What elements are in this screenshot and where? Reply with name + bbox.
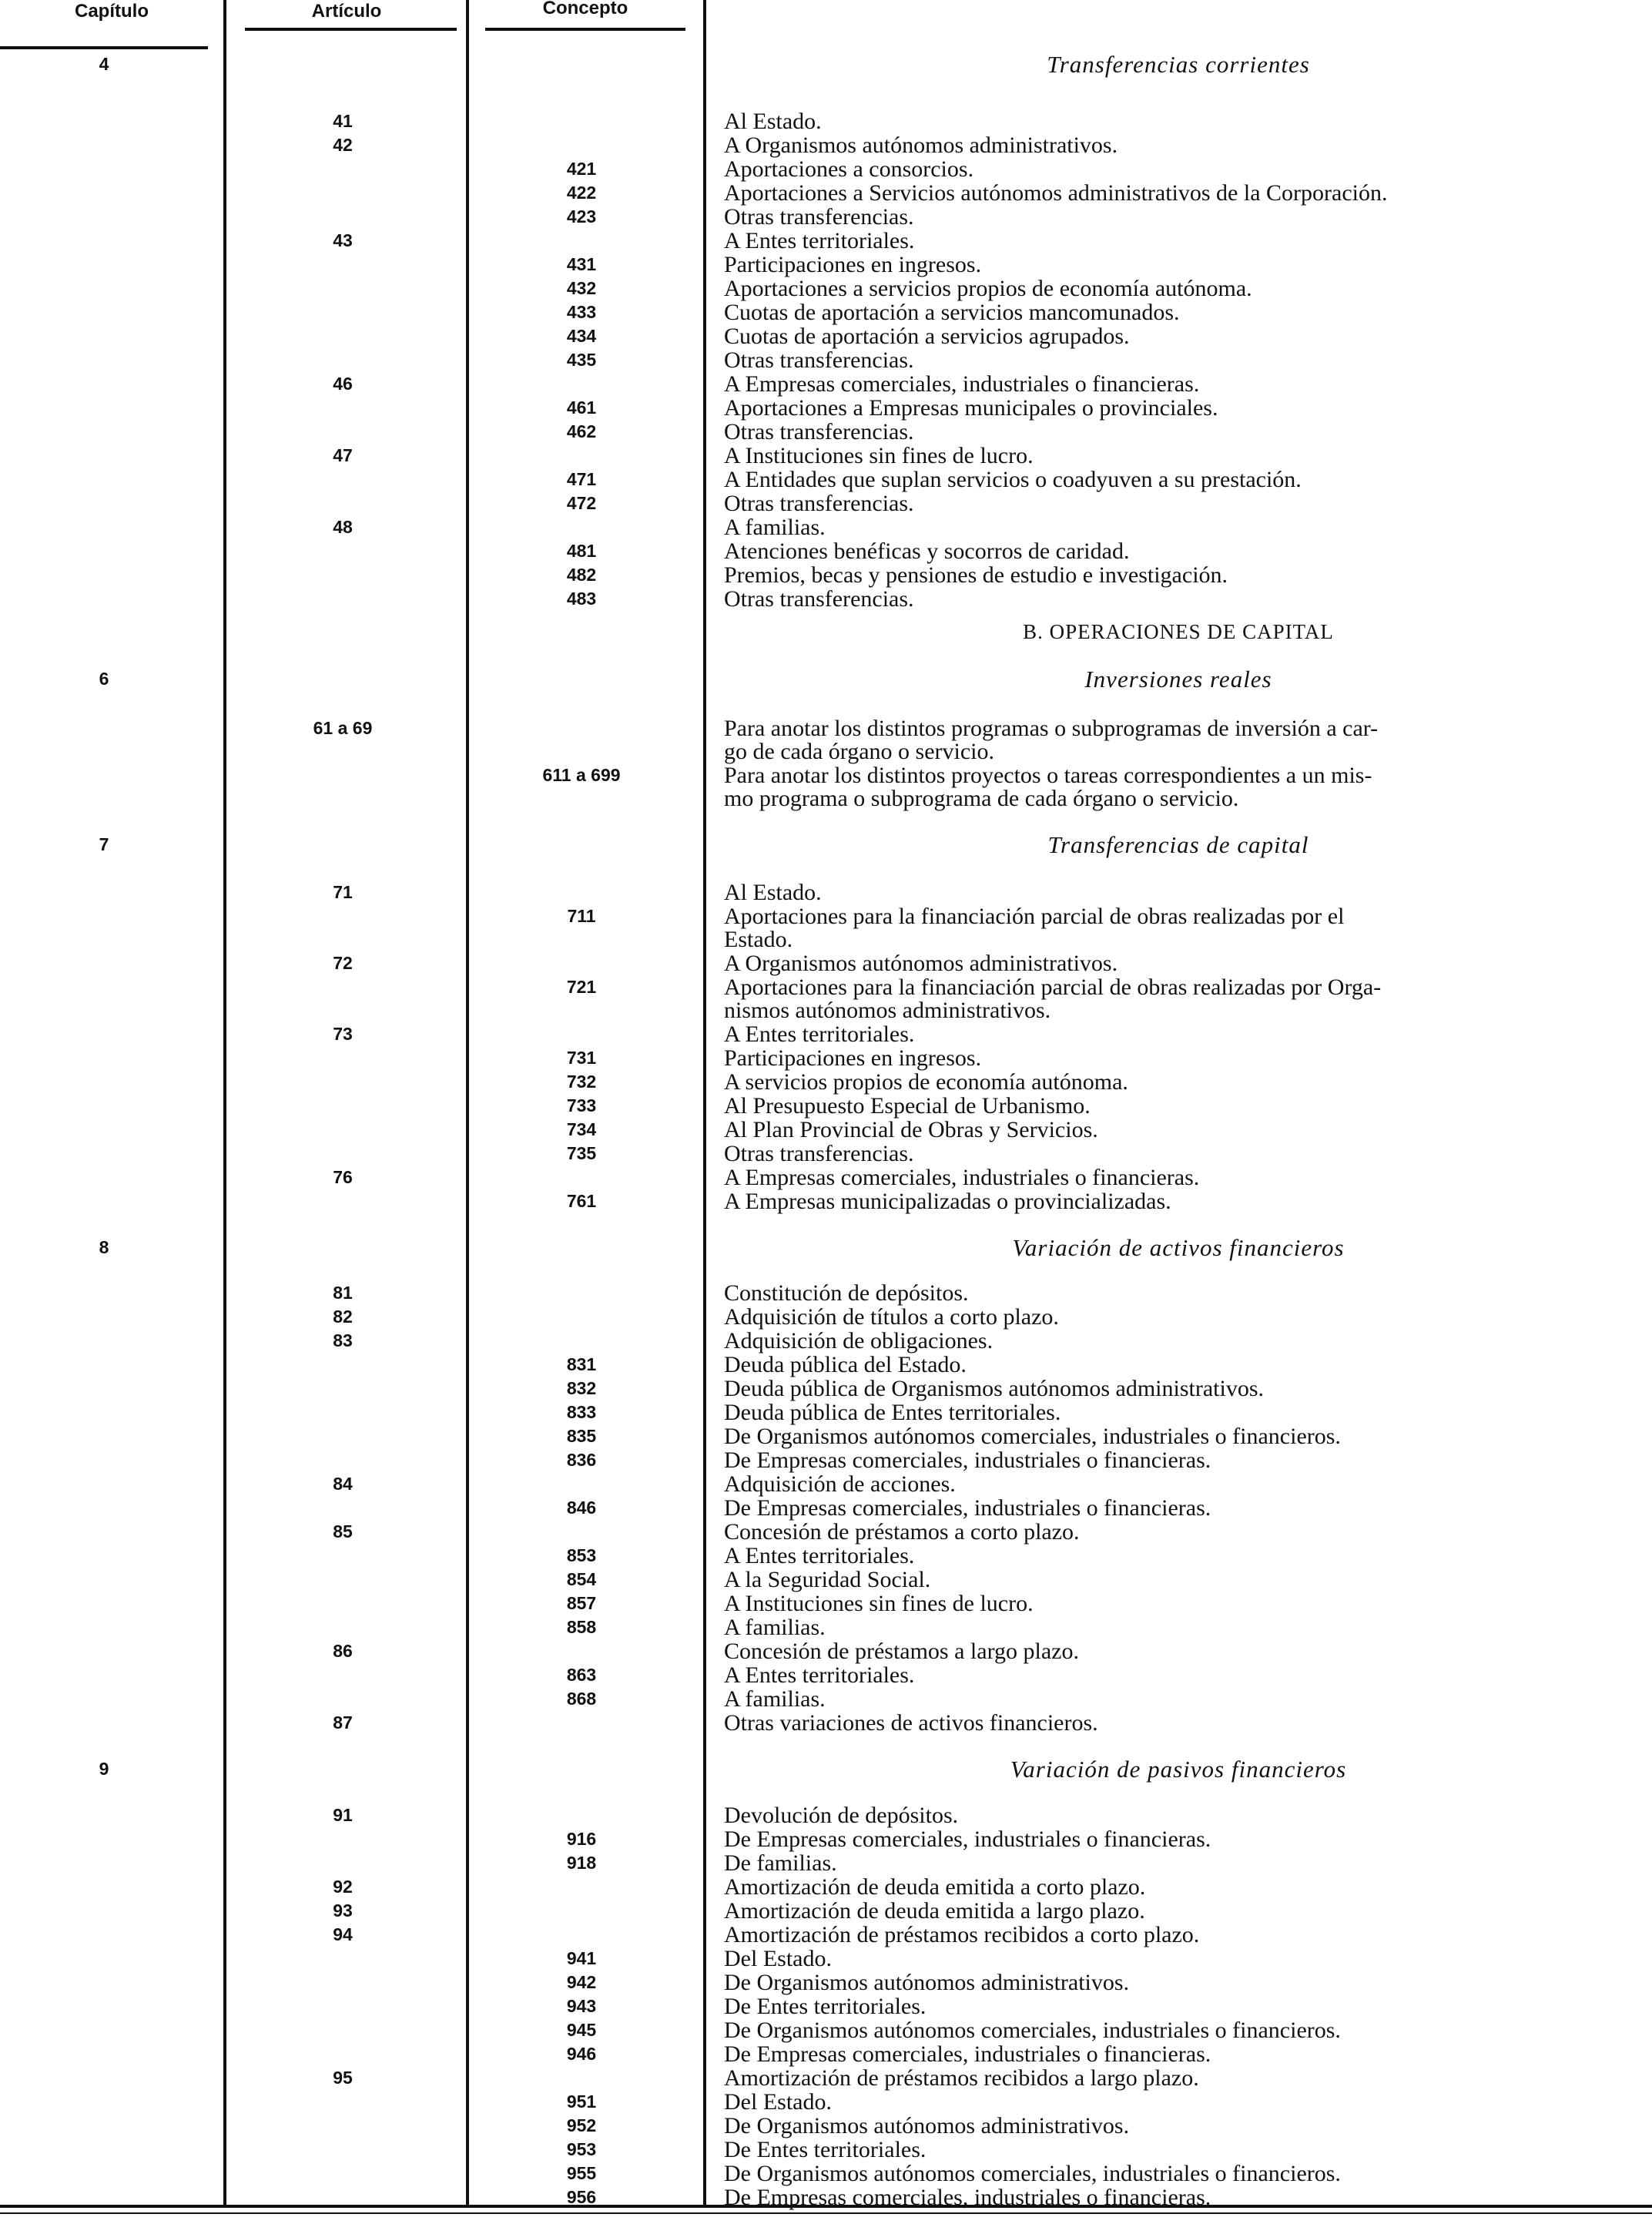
concepto-code: 481 [566, 541, 597, 561]
concept-description: De Empresas comerciales, industriales o financieras. [724, 1826, 1211, 1852]
table-row [0, 2185, 1652, 2209]
concepto-code: 831 [566, 1354, 597, 1374]
articulo-code: 95 [333, 2068, 353, 2088]
concept-description: Otras transferencias. [724, 204, 914, 230]
articulo-code: 41 [333, 111, 353, 131]
table-row [0, 1875, 1652, 1899]
concept-description: Deuda pública de Organismos autónomos administrativos. [724, 1376, 1265, 1401]
concepto-code: 483 [566, 589, 597, 609]
concept-description: Devolución de depósitos. [724, 1803, 959, 1828]
concept-description: De Empresas comerciales, industriales o financieras. [724, 2041, 1211, 2067]
concepto-code: 836 [566, 1450, 597, 1470]
concepto-code: 432 [566, 278, 597, 298]
concept-description: Adquisición de acciones. [724, 1471, 956, 1497]
concept-description: Aportaciones a servicios propios de economía autónoma. [724, 276, 1252, 301]
table-row [0, 1281, 1652, 1305]
concepto-code: 422 [566, 183, 597, 203]
table-row [0, 587, 1652, 611]
concepto-code: 472 [566, 493, 597, 513]
table-row [0, 1923, 1652, 1947]
concept-description: Para anotar los distintos programas o subprogramas de inversión a car- [724, 716, 1379, 741]
concept-description: Del Estado. [724, 1946, 832, 1971]
concepto-code: 946 [566, 2044, 597, 2064]
concepto-code: 952 [566, 2115, 597, 2135]
concept-description: De Empresas comerciales, industriales o financieras. [724, 1447, 1211, 1473]
concept-description: De Entes territoriales. [724, 2137, 927, 2162]
concepto-code: 953 [566, 2139, 597, 2159]
articulo-code: 43 [333, 230, 353, 250]
table-row [0, 109, 1652, 133]
concept-description: Cuotas de aportación a servicios mancomunados. [724, 300, 1180, 325]
table-row [0, 1827, 1652, 1851]
concept-description: Aportaciones a Empresas municipales o provinciales. [724, 395, 1218, 421]
table-row [0, 133, 1652, 157]
concept-description: Amortización de préstamos recibidos a largo plazo. [724, 2065, 1199, 2091]
concept-description: A Organismos autónomos administrativos. [724, 951, 1118, 976]
articulo-code: 47 [333, 445, 353, 465]
footer-rule-2 [0, 2212, 1652, 2214]
concepto-code: 482 [566, 565, 597, 585]
table-row [0, 998, 1652, 1022]
concept-description: Aportaciones a consorcios. [724, 156, 974, 182]
table-row [0, 2162, 1652, 2185]
table-row [0, 324, 1652, 348]
table-row [0, 1971, 1652, 1994]
concept-description: Concesión de préstamos a corto plazo. [724, 1519, 1080, 1545]
concept-description: Deuda pública del Estado. [724, 1352, 967, 1377]
concept-description: Amortización de deuda emitida a corto plazo. [724, 1874, 1146, 1900]
table-row [0, 205, 1652, 229]
concept-description: A Empresas comerciales, industriales o financieras. [724, 1165, 1200, 1190]
concepto-code: 857 [566, 1593, 597, 1613]
concept-description: Al Estado. [724, 109, 822, 134]
section-heading: Transferencias de capital [1047, 831, 1309, 858]
table-row [0, 2042, 1652, 2066]
table-row [0, 2138, 1652, 2162]
articulo-code: 46 [333, 374, 353, 394]
table-row [0, 444, 1652, 468]
concept-description: go de cada órgano o servicio. [724, 739, 994, 764]
concept-description: A Organismos autónomos administrativos. [724, 133, 1118, 158]
table-row [0, 1329, 1652, 1353]
concepto-code: 833 [566, 1402, 597, 1422]
concepto-code: 421 [566, 159, 597, 179]
header-articulo: Artículo [311, 1, 382, 22]
articulo-code: 82 [333, 1307, 353, 1327]
table-row [0, 1687, 1652, 1711]
articulo-code: 85 [333, 1521, 353, 1541]
section-row [0, 1757, 1652, 1781]
concepto-code: 431 [566, 254, 597, 274]
concepto-code: 945 [566, 2020, 597, 2040]
articulo-code: 71 [333, 882, 353, 902]
section-row [0, 833, 1652, 857]
concept-description: Amortización de préstamos recibidos a corto plazo. [724, 1922, 1200, 1947]
table-row [0, 157, 1652, 181]
table-row [0, 904, 1652, 928]
table-row [0, 1046, 1652, 1070]
table-row [0, 1496, 1652, 1520]
concept-description: Atenciones benéficas y socorros de caridad. [724, 538, 1130, 564]
table-row [0, 1639, 1652, 1663]
table-row [0, 1663, 1652, 1687]
capitulo-code: 8 [99, 1237, 109, 1257]
concept-description: Otras transferencias. [724, 586, 914, 612]
concepto-code: 832 [566, 1378, 597, 1398]
table-row [0, 1947, 1652, 1971]
table-row [0, 1070, 1652, 1094]
concept-description: A Entes territoriales. [724, 1543, 915, 1568]
concept-description: Aportaciones para la financiación parcial de obras realizadas por Orga- [724, 974, 1382, 1000]
concepto-code: 916 [566, 1829, 597, 1849]
concepto-code: 943 [566, 1996, 597, 2016]
concept-description: De familias. [724, 1850, 837, 1876]
header-rule-capitulo [0, 46, 208, 49]
section-row [0, 667, 1652, 691]
table-row [0, 1994, 1652, 2018]
table-row [0, 420, 1652, 444]
concept-description: De Entes territoriales. [724, 1994, 927, 2019]
articulo-code: 73 [333, 1024, 353, 1044]
concepto-code: 734 [566, 1119, 597, 1139]
concept-description: Participaciones en ingresos. [724, 1045, 982, 1071]
concept-description: Amortización de deuda emitida a largo plazo. [724, 1898, 1145, 1924]
capitulo-code: 6 [99, 669, 109, 689]
table-row [0, 372, 1652, 396]
articulo-code: 76 [333, 1167, 353, 1187]
table-row [0, 348, 1652, 372]
section-row [0, 1236, 1652, 1260]
table-row [0, 1377, 1652, 1400]
articulo-code: 42 [333, 135, 353, 155]
table-row [0, 1142, 1652, 1166]
table-row [0, 716, 1652, 740]
concepto-code: 462 [566, 421, 597, 441]
table-row [0, 787, 1652, 810]
concept-description: A Instituciones sin fines de lucro. [724, 443, 1034, 468]
table-row [0, 951, 1652, 975]
concept-description: A Entes territoriales. [724, 1021, 915, 1047]
articulo-code: 72 [333, 953, 353, 973]
concept-description: Del Estado. [724, 2089, 832, 2115]
concepto-code: 435 [566, 350, 597, 370]
concepto-code: 868 [566, 1689, 597, 1709]
articulo-code: 87 [333, 1712, 353, 1733]
concept-description: Al Presupuesto Especial de Urbanismo. [724, 1093, 1091, 1119]
table-row [0, 181, 1652, 205]
concepto-code: 434 [566, 326, 597, 346]
table-row [0, 1400, 1652, 1424]
section-heading: B. OPERACIONES DE CAPITAL [1023, 620, 1334, 643]
concept-description: A la Seguridad Social. [724, 1567, 931, 1592]
table-row [0, 300, 1652, 324]
concept-description: De Organismos autónomos administrativos. [724, 2113, 1130, 2138]
section-heading: Inversiones reales [1084, 666, 1272, 693]
articulo-code: 91 [333, 1805, 353, 1825]
table-row [0, 1592, 1652, 1615]
concepto-code: 863 [566, 1665, 597, 1685]
concept-description: Estado. [724, 927, 793, 952]
concept-description: De Organismos autónomos comerciales, industriales o financieros. [724, 2161, 1341, 2186]
table-row [0, 563, 1652, 587]
table-row [0, 396, 1652, 420]
articulo-code: 84 [333, 1474, 353, 1494]
concepto-code: 733 [566, 1095, 597, 1115]
articulo-code: 81 [333, 1283, 353, 1303]
table-row [0, 1448, 1652, 1472]
section-row [0, 52, 1652, 76]
table-row [0, 928, 1652, 951]
concept-description: Participaciones en ingresos. [724, 252, 982, 277]
table-row [0, 229, 1652, 253]
table-row [0, 539, 1652, 563]
table-row [0, 1615, 1652, 1639]
capitulo-code: 7 [99, 834, 109, 854]
concept-description: Constitución de depósitos. [724, 1280, 969, 1306]
concept-description: Otras variaciones de activos financieros. [724, 1710, 1098, 1736]
table-row [0, 1520, 1652, 1544]
section-heading: Variación de pasivos financieros [1010, 1756, 1347, 1783]
concepto-code: 835 [566, 1426, 597, 1446]
concept-description: A Entes territoriales. [724, 1662, 915, 1688]
concept-description: A familias. [724, 515, 826, 540]
header-concepto: Concepto [542, 0, 628, 18]
concept-description: Al Plan Provincial de Obras y Servicios. [724, 1117, 1098, 1142]
concept-description: Adquisición de títulos a corto plazo. [724, 1304, 1059, 1330]
table-row [0, 1803, 1652, 1827]
concept-description: De Organismos autónomos comerciales, industriales o financieros. [724, 1424, 1341, 1449]
concepto-code: 721 [566, 977, 597, 997]
articulo-code: 61 a 69 [313, 718, 373, 738]
header-capitulo: Capítulo [75, 1, 149, 22]
concept-description: A familias. [724, 1615, 826, 1640]
concepto-code: 761 [566, 1191, 597, 1211]
table-row [0, 253, 1652, 277]
concept-description: A familias. [724, 1686, 826, 1712]
concepto-code: 918 [566, 1853, 597, 1873]
table-row [0, 975, 1652, 999]
concept-description: mo programa o subprograma de cada órgano o servicio. [724, 786, 1239, 811]
concept-description: A Instituciones sin fines de lucro. [724, 1591, 1034, 1616]
articulo-code: 86 [333, 1641, 353, 1661]
concepto-code: 423 [566, 206, 597, 226]
concept-description: Otras transferencias. [724, 491, 914, 516]
concepto-code: 732 [566, 1072, 597, 1092]
concepto-code: 854 [566, 1569, 597, 1589]
concepto-code: 941 [566, 1948, 597, 1968]
table-row [0, 763, 1652, 787]
concepto-code: 858 [566, 1617, 597, 1637]
concept-description: A Entes territoriales. [724, 228, 915, 253]
concepto-code: 956 [566, 2187, 597, 2207]
table-row [0, 1189, 1652, 1213]
table-row [0, 2090, 1652, 2114]
header-rule-articulo [245, 28, 457, 31]
table-row [0, 1544, 1652, 1568]
concepto-code: 735 [566, 1143, 597, 1163]
table-row [0, 1353, 1652, 1377]
concepto-code: 461 [566, 398, 597, 418]
table-row [0, 2066, 1652, 2090]
concept-description: Al Estado. [724, 880, 822, 905]
table-row [0, 1711, 1652, 1735]
concepto-code: 731 [566, 1048, 597, 1068]
table-row [0, 2114, 1652, 2138]
table-row [0, 1899, 1652, 1923]
concept-description: Aportaciones para la financiación parcial de obras realizadas por el [724, 904, 1345, 929]
concept-description: Otras transferencias. [724, 419, 914, 444]
table-row [0, 468, 1652, 491]
concepto-code: 951 [566, 2091, 597, 2112]
concepto-code: 955 [566, 2163, 597, 2183]
concept-description: A Empresas municipalizadas o provincializadas. [724, 1189, 1171, 1214]
concept-description: De Organismos autónomos administrativos. [724, 1970, 1130, 1995]
section-row [0, 620, 1652, 644]
section-heading: Variación de activos financieros [1012, 1234, 1345, 1261]
concepto-code: 711 [567, 906, 596, 926]
table-row [0, 1022, 1652, 1046]
table-row [0, 1118, 1652, 1142]
articulo-code: 93 [333, 1900, 353, 1920]
concepto-code: 471 [566, 469, 597, 489]
concept-description: nismos autónomos administrativos. [724, 998, 1051, 1023]
section-heading: Transferencias corrientes [1047, 51, 1310, 78]
capitulo-code: 4 [99, 54, 109, 74]
concepto-code: 433 [566, 302, 597, 322]
table-row [0, 1305, 1652, 1329]
table-row [0, 491, 1652, 515]
table-row [0, 277, 1652, 300]
concept-description: Aportaciones a Servicios autónomos administrativos de la Corporación. [724, 180, 1388, 206]
articulo-code: 92 [333, 1877, 353, 1897]
articulo-code: 94 [333, 1924, 353, 1944]
concept-description: De Organismos autónomos comerciales, industriales o financieros. [724, 2018, 1341, 2043]
concepto-code: 611 a 699 [542, 765, 621, 785]
articulo-code: 83 [333, 1330, 353, 1350]
concepto-code: 942 [566, 1972, 597, 1992]
concept-description: Para anotar los distintos proyectos o tareas correspondientes a un mis- [724, 763, 1372, 788]
concept-description: Premios, becas y pensiones de estudio e investigación. [724, 562, 1228, 588]
concept-description: De Empresas comerciales, industriales o financieras. [724, 2185, 1211, 2210]
concept-description: Otras transferencias. [724, 1141, 914, 1166]
concepto-code: 846 [566, 1498, 597, 1518]
table-row [0, 1568, 1652, 1592]
articulo-code: 48 [333, 517, 353, 537]
concept-description: Concesión de préstamos a largo plazo. [724, 1639, 1079, 1664]
table-row [0, 740, 1652, 763]
concept-description: A Entidades que suplan servicios o coadyuven a su prestación. [724, 467, 1302, 492]
concept-description: Otras transferencias. [724, 347, 914, 373]
table-row [0, 881, 1652, 904]
concept-description: A Empresas comerciales, industriales o financieras. [724, 371, 1200, 397]
capitulo-code: 9 [99, 1759, 109, 1779]
header-rule-concepto [485, 28, 685, 31]
concept-description: Adquisición de obligaciones. [724, 1328, 994, 1354]
table-row [0, 1472, 1652, 1496]
table-row [0, 515, 1652, 539]
concept-description: De Empresas comerciales, industriales o financieras. [724, 1495, 1211, 1521]
table-row [0, 1424, 1652, 1448]
concept-description: A servicios propios de economía autónoma. [724, 1069, 1128, 1095]
table-row [0, 1851, 1652, 1875]
table-row [0, 1166, 1652, 1189]
concept-description: Cuotas de aportación a servicios agrupados. [724, 324, 1130, 349]
concepto-code: 853 [566, 1545, 597, 1565]
concept-description: Deuda pública de Entes territoriales. [724, 1400, 1061, 1425]
table-row [0, 1094, 1652, 1118]
table-row [0, 2018, 1652, 2042]
